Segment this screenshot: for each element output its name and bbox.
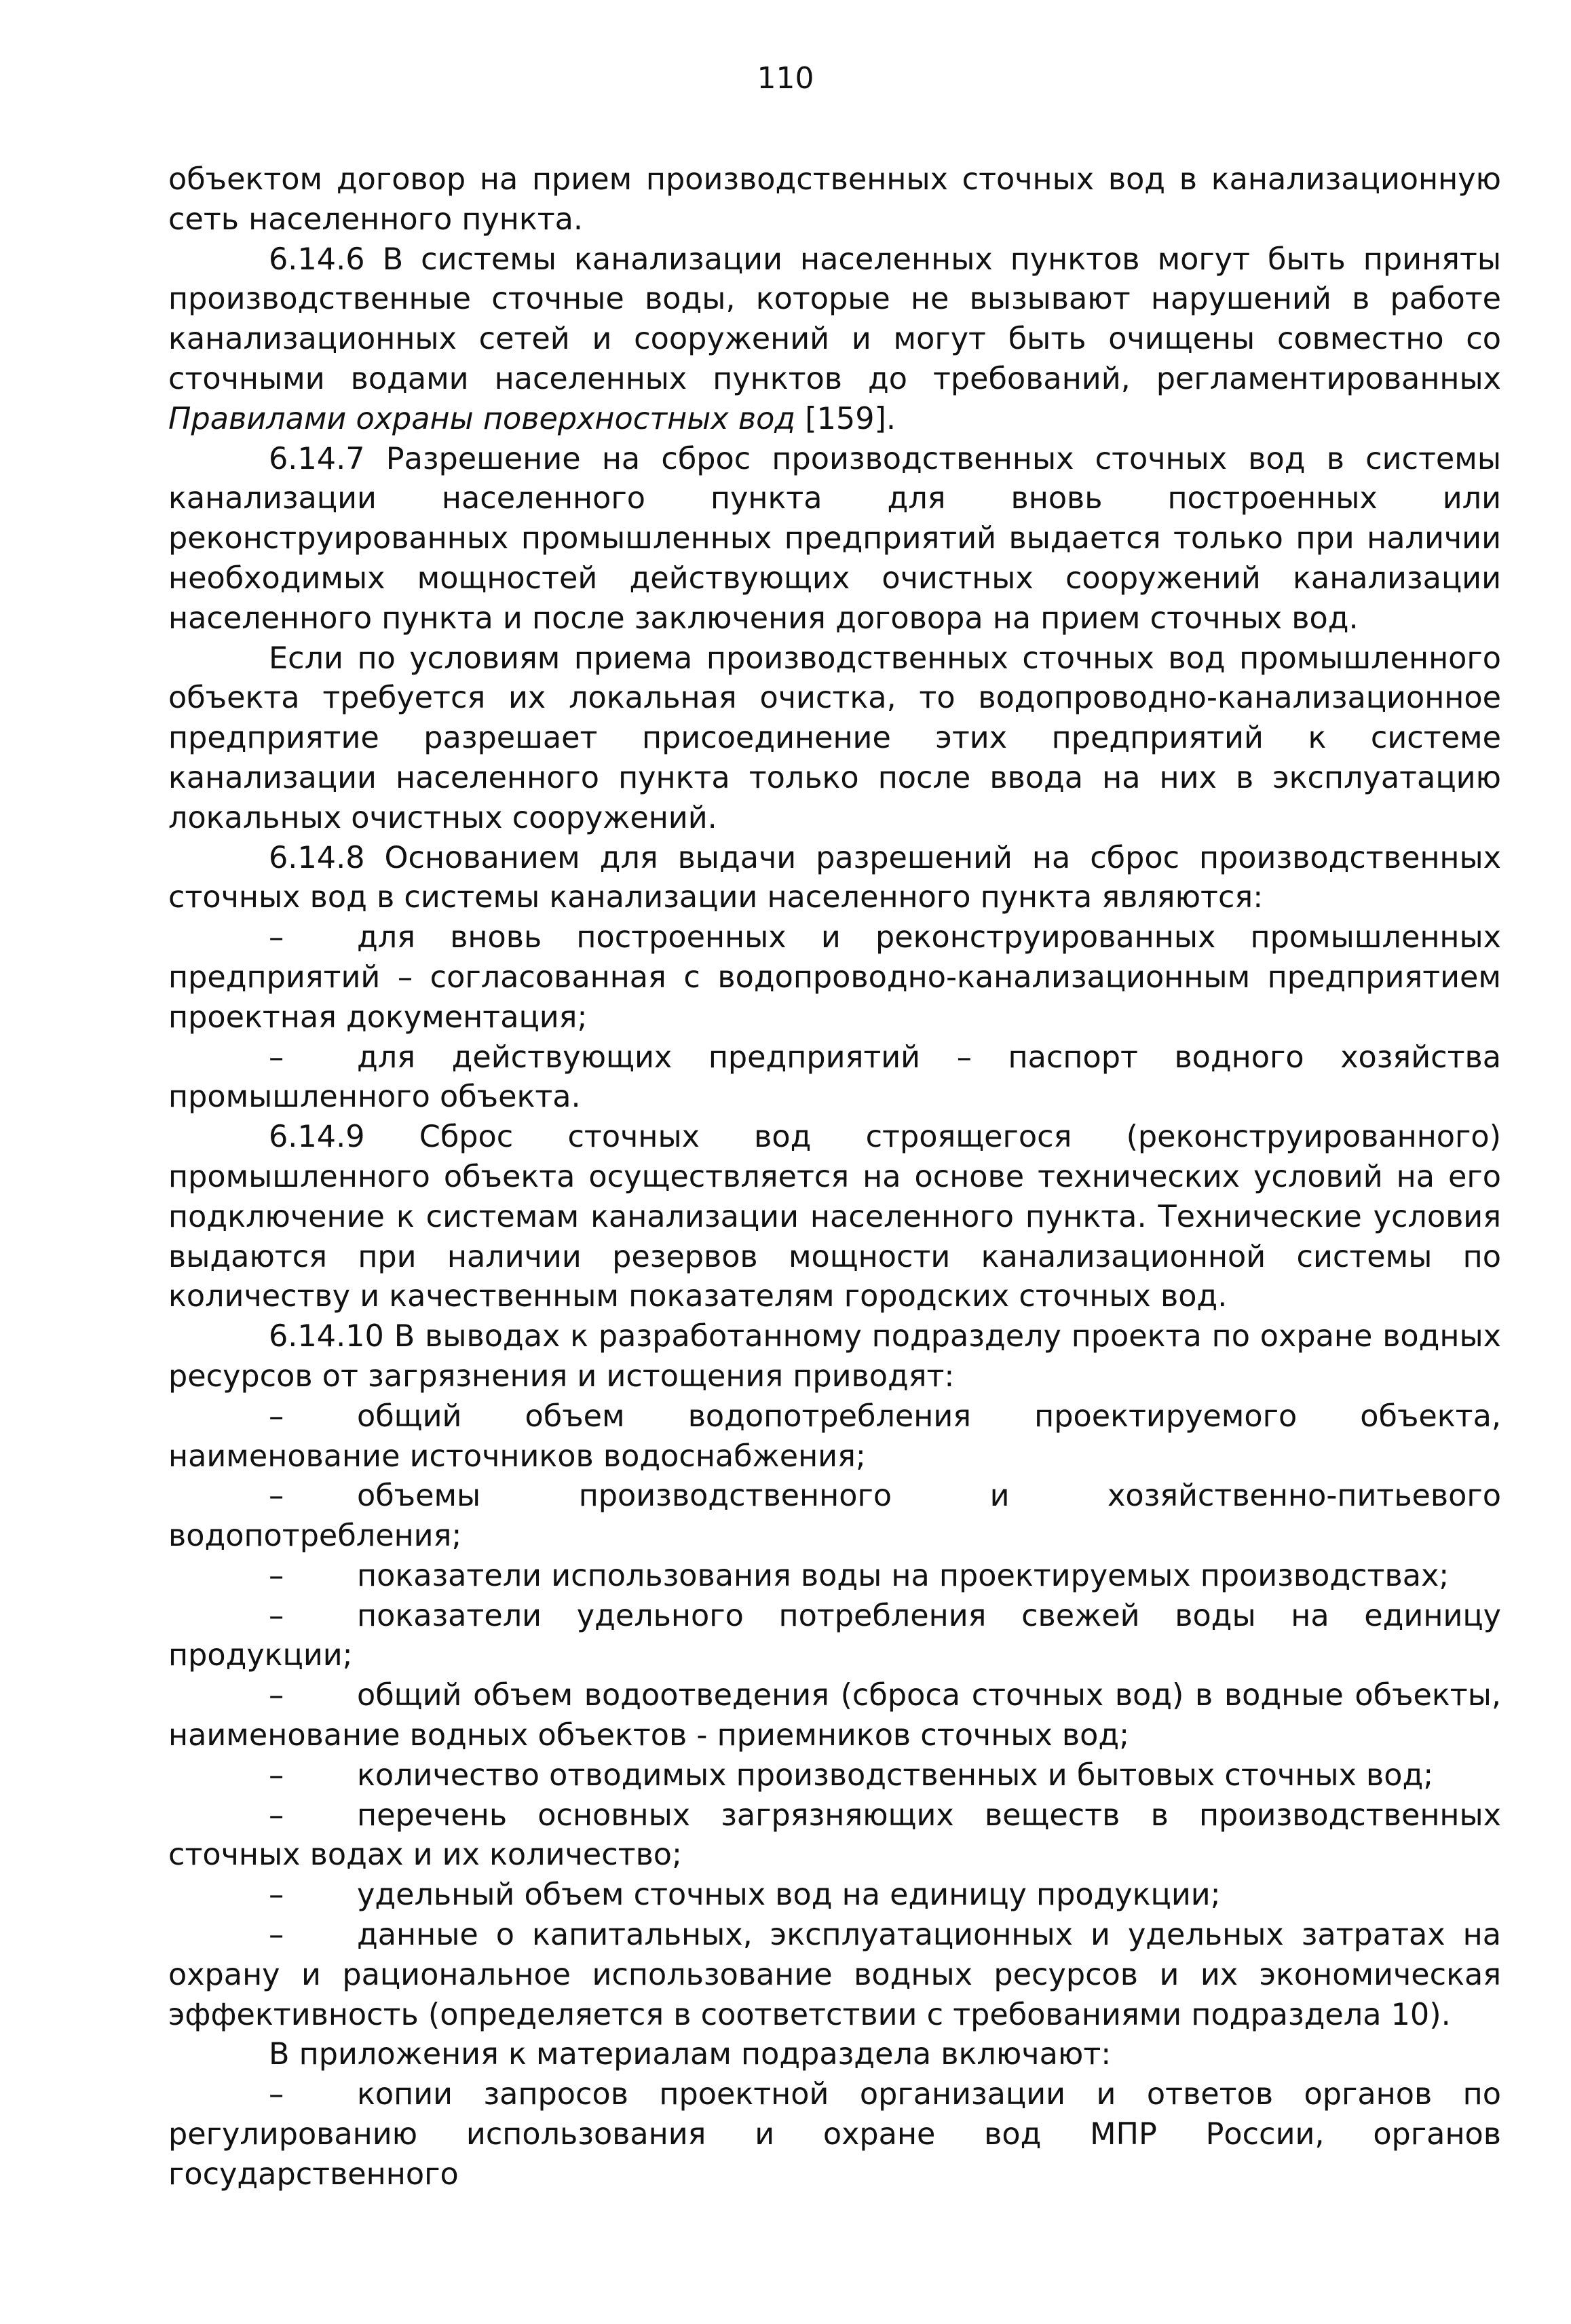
list-item	[168, 2075, 1501, 2194]
list-item	[168, 1597, 1501, 1677]
list-item	[168, 918, 1501, 1037]
dash-marker: –	[269, 1558, 284, 1593]
paragraph-6-14-7: 6.14.7 Разрешение на сброс производственных сточных вод в системы канализации населенного пункта для вновь построенных или реконструированных промышленных предприятий выдается только при наличии необходимых мощностей действующих очистных сооружений канализации населенного пункта и после заключения договора на прием сточных вод.	[168, 441, 1501, 636]
paragraph-6-14-8: 6.14.8 Основанием для выдачи разрешений на сброс производственных сточных вод в системы канализации населенного пункта являются:	[168, 840, 1501, 915]
list-item	[168, 1038, 1501, 1118]
list-item-text: общий объем водоотведения (сброса сточных вод) в водные объекты, наименование водных объектов - приемников сточных вод;	[168, 1678, 1501, 1753]
list-item-text: количество отводимых производственных и бытовых сточных вод;	[357, 1757, 1434, 1793]
list-item-text: данные о капитальных, эксплуатационных и удельных затратах на охрану и рациональное использование водных ресурсов и их экономическая эффективность (определяется в соответствии с требованиями подраздела 10).	[168, 1918, 1501, 2032]
list-item	[168, 1796, 1501, 1876]
dash-marker: –	[269, 1040, 284, 1075]
page-number: 110	[757, 61, 814, 96]
paragraph-6-14-6	[168, 240, 1501, 440]
list-item	[168, 1756, 1501, 1796]
list-item-text: показатели удельного потребления свежей воды на единицу продукции;	[168, 1598, 1501, 1673]
dash-marker: –	[269, 1918, 284, 1953]
list-item-text: копии запросов проектной организации и ответов органов по регулированию использования и охране вод МПР России, органов государственного	[168, 2077, 1501, 2192]
list-item-text: для вновь построенных и реконструированных промышленных предприятий – согласованная с водопроводно-канализационным предприятием проектная документация;	[168, 920, 1501, 1035]
list-item	[168, 1397, 1501, 1477]
dash-marker: –	[269, 1757, 284, 1793]
list-item-text: перечень основных загрязняющих веществ в производственных сточных водах и их количество;	[168, 1797, 1501, 1873]
list-item-text: для действующих предприятий – паспорт водного хозяйства промышленного объекта.	[168, 1040, 1501, 1115]
paragraph-6-14-9: 6.14.9 Сброс сточных вод строящегося (реконструированного) промышленного объекта осуществляется на основе технических условий на его подключение к системам канализации населенного пункта. Технические условия выдаются при наличии резервов мощности канализационной системы по количеству и качественным показателям городских сточных вод.	[168, 1120, 1501, 1314]
dash-marker: –	[269, 2077, 284, 2112]
body-text	[168, 160, 1501, 2195]
list-item-text: общий объем водопотребления проектируемого объекта, наименование источников водоснабжения;	[168, 1398, 1501, 1474]
list-item	[168, 1557, 1501, 1597]
reference: [159].	[805, 401, 896, 436]
dash-marker: –	[269, 1678, 284, 1713]
paragraph-local-treatment: Если по условиям приема производственных сточных вод промышленного объекта требуется их локальная очистка, то водопроводно-канализационное предприятие разрешает присоединение этих предприятий к системе канализации населенного пункта только после ввода на них в эксплуатацию локальных очистных сооружений.	[168, 641, 1501, 835]
paragraph-text: 6.14.6 В системы канализации населенных пунктов могут быть приняты производственные сточные воды, которые не вызывают нарушений в работе канализационных сетей и сооружений и могут быть очищены совместно со сточными водами населенных пунктов до требований, регламентированных	[168, 242, 1501, 396]
list-item	[168, 1916, 1501, 2035]
dash-marker: –	[269, 920, 284, 955]
list-item-text: показатели использования воды на проектируемых производствах;	[357, 1558, 1450, 1593]
list-item-text: объемы производственного и хозяйственно-питьевого водопотребления;	[168, 1479, 1501, 1554]
rules-title: Правилами охраны поверхностных вод	[168, 401, 796, 436]
list-item	[168, 1477, 1501, 1557]
dash-marker: –	[269, 1398, 284, 1434]
dash-marker: –	[269, 1878, 284, 1913]
dash-marker: –	[269, 1598, 284, 1633]
paragraph-6-14-10: 6.14.10 В выводах к разработанному подразделу проекта по охране водных ресурсов от загрязнения и истощения приводят:	[168, 1319, 1501, 1394]
paragraph-continuation: объектом договор на прием производственных сточных вод в канализационную сеть населенного пункта.	[168, 162, 1501, 237]
list-item	[168, 1676, 1501, 1756]
list-item	[168, 1875, 1501, 1916]
list-item-text: удельный объем сточных вод на единицу продукции;	[357, 1878, 1221, 1913]
paragraph-appendices: В приложения к материалам подраздела включают:	[269, 2037, 1112, 2072]
dash-marker: –	[269, 1797, 284, 1833]
dash-marker: –	[269, 1479, 284, 1514]
